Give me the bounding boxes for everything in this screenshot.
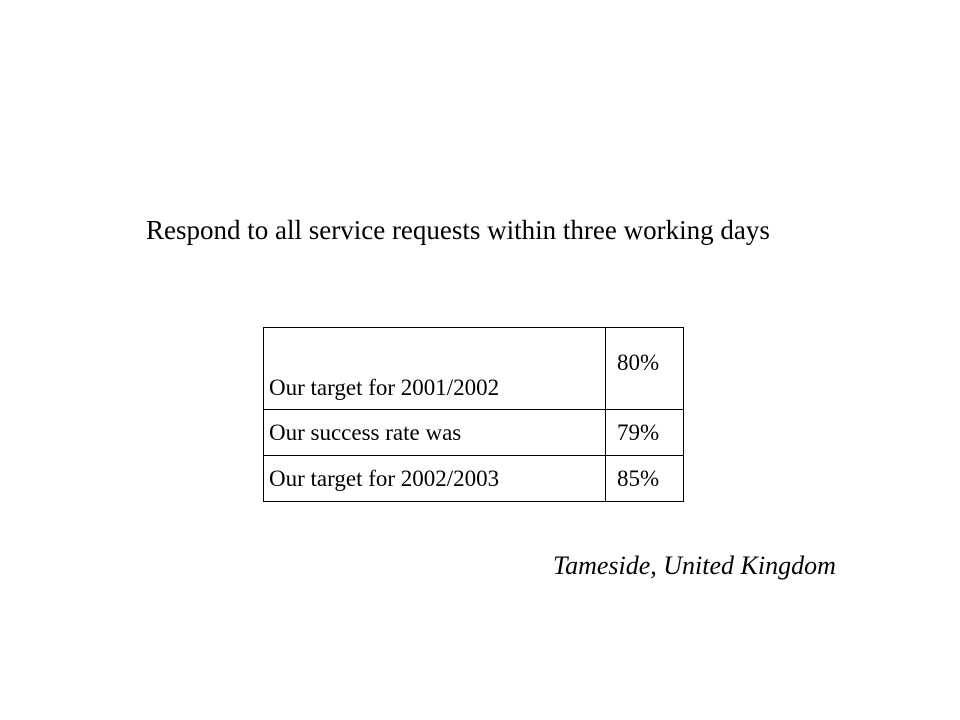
row-label: Our success rate was	[264, 410, 606, 456]
row-label: Our target for 2002/2003	[264, 456, 606, 502]
source-attribution: Tameside, United Kingdom	[553, 551, 836, 580]
row-value: 79%	[606, 410, 684, 456]
row-value: 80%	[606, 328, 684, 410]
row-value: 85%	[606, 456, 684, 502]
row-label: Our target for 2001/2002	[264, 328, 606, 410]
table-row	[264, 410, 684, 456]
table-row	[264, 456, 684, 502]
targets-table	[263, 327, 684, 502]
table-row	[264, 328, 684, 410]
page-heading: Respond to all service requests within three working days	[146, 215, 770, 245]
